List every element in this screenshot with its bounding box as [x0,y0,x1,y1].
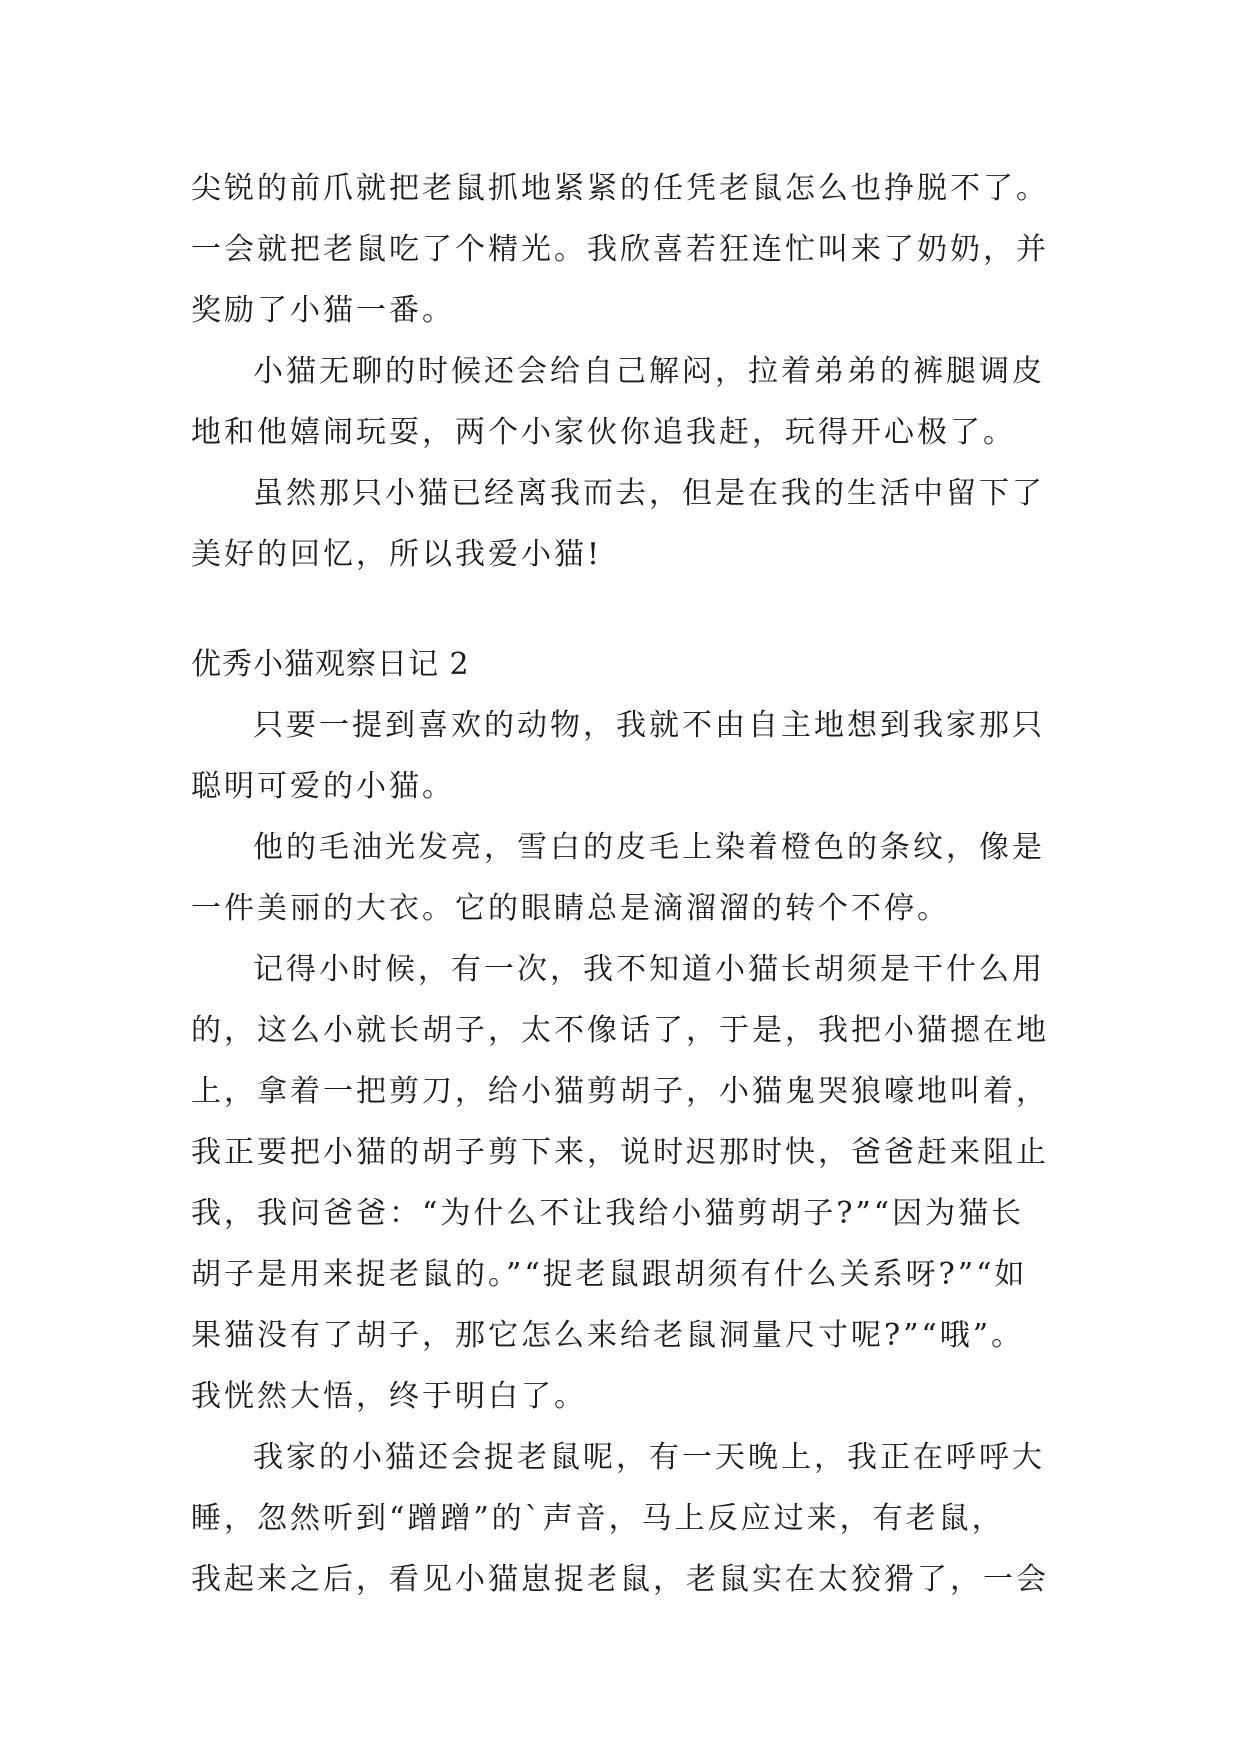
text-line: 果猫没有了胡子，那它怎么来给老鼠洞量尺寸呢?”“哦”。 [191,1318,1025,1353]
text-line: 上，拿着一把剪刀，给小猫剪胡子，小猫鬼哭狼嚎地叫着， [191,1074,1049,1109]
text-line: 美好的回忆，所以我爱小猫! [191,537,603,572]
text-line: 胡子是用来捉老鼠的。”“捉老鼠跟胡须有什么关系呀?”“如 [191,1257,1028,1292]
section-spacer [191,585,1071,634]
text-line: 我，我问爸爸：“为什么不让我给小猫剪胡子?”“因为猫长 [191,1196,1025,1231]
text-line: 睡，忽然听到“蹭蹭”的`声音，马上反应过来，有老鼠， [191,1501,1005,1536]
text-line: 地和他嬉闹玩耍，两个小家伙你追我赶，玩得开心极了。 [191,415,1016,450]
paragraph-start-line: 虽然那只小猫已经离我而去，但是在我的生活中留下了 [253,476,1045,511]
text-line: 我起来之后，看见小猫崽捉老鼠，老鼠实在太狡猾了，一会 [191,1562,1049,1597]
text-line: 我恍然大悟，终于明白了。 [191,1379,587,1414]
text-line: 尖锐的前爪就把老鼠抓地紧紧的任凭老鼠怎么也挣脱不了。 [191,171,1049,206]
text-line: 奖励了小猫一番。 [191,293,455,328]
paragraph-start-line: 小猫无聊的时候还会给自己解闷，拉着弟弟的裤腿调皮 [253,354,1045,389]
text-line: 我正要把小猫的胡子剪下来，说时迟那时快，爸爸赶来阻止 [191,1135,1049,1170]
text-line: 一会就把老鼠吃了个精光。我欣喜若狂连忙叫来了奶奶，并 [191,232,1049,267]
text-line: 一件美丽的大衣。它的眼睛总是滴溜溜的转个不停。 [191,891,950,926]
document-body [191,158,1071,1610]
paragraph-start-line: 记得小时候，有一次，我不知道小猫长胡须是干什么用 [253,952,1045,987]
section-heading: 优秀小猫观察日记 2 [191,647,470,682]
paragraph-start-line: 我家的小猫还会捉老鼠呢，有一天晚上，我正在呼呼大 [253,1440,1045,1475]
paragraph-start-line: 他的毛油光发亮，雪白的皮毛上染着橙色的条纹，像是 [253,830,1045,865]
text-line: 聪明可爱的小猫。 [191,769,455,804]
paragraph-start-line: 只要一提到喜欢的动物，我就不由自主地想到我家那只 [253,708,1045,743]
text-line: 的，这么小就长胡子，太不像话了，于是，我把小猫摁在地 [191,1013,1049,1048]
